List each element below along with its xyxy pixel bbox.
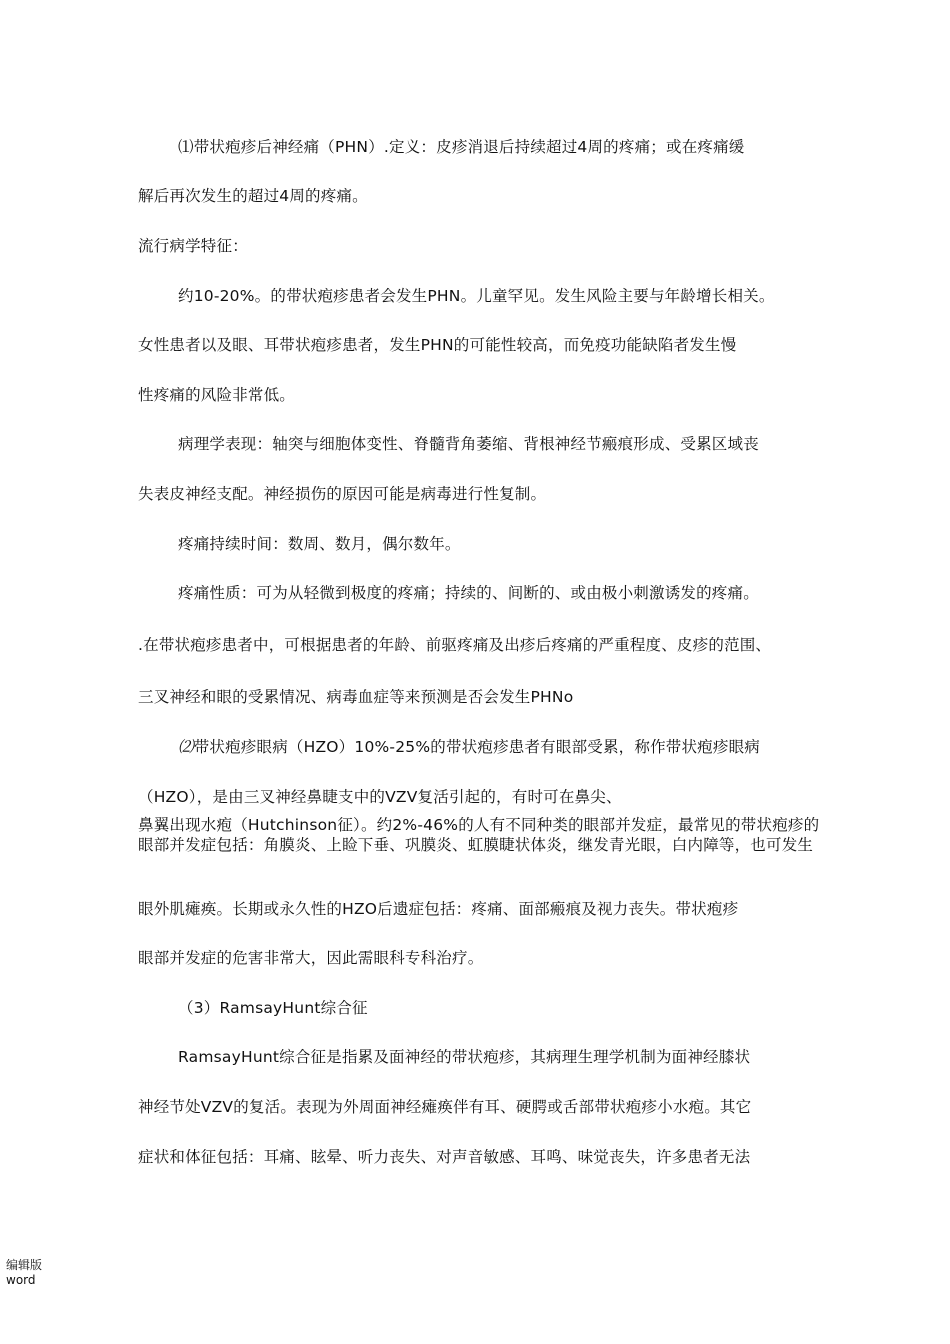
- paragraph-prediction-line-1: .在带状疱疹患者中，可根据患者的年龄、前驱疼痛及出疹后疼痛的严重程度、皮疹的范围、: [138, 636, 772, 654]
- paragraph-pain-nature: 疼痛性质：可为从轻微到极度的疼痛；持续的、间断的、或由极小刺激诱发的疼痛。: [178, 584, 759, 602]
- paragraph-epidemiology-line-1: 约10-20%。的带状疱疹患者会发生PHN。儿童罕见。发生风险主要与年龄增长相关。: [178, 287, 775, 305]
- paragraph-phn-definition-line-1: ⑴带状疱疹后神经痛（PHN）.定义：皮疹消退后持续超过4周的疼痛；或在疼痛缓: [178, 138, 745, 156]
- paragraph-pain-duration: 疼痛持续时间：数周、数月，偶尔数年。: [178, 535, 461, 553]
- heading-ramsay-hunt: （3）RamsayHunt综合征: [178, 999, 368, 1017]
- paragraph-hzo-dense-block: 鼻翼出现水疱（Hutchinson征）。约2%-46%的人有不同种类的眼部并发症，最常见的带状疱疹的眼部并发症包括：角膜炎、上睑下垂、巩膜炎、虹膜睫状体炎，继发青光眼，白内障等，也可发生: [138, 816, 820, 854]
- hzo-line-1-text: 带状疱疹眼病（HZO）10%-25%的带状疱疹患者有眼部受累，称作带状疱疹眼病: [193, 738, 760, 756]
- paragraph-hzo-line-2: （HZO），是由三叉神经鼻睫支中的VZV复活引起的，有时可在鼻尖、: [138, 788, 622, 806]
- paragraph-phn-definition-line-2: 解后再次发生的超过4周的疼痛。: [138, 187, 368, 205]
- footer-label-line-2: word: [6, 1273, 36, 1287]
- paragraph-pathology-line-1: 病理学表现：轴突与细胞体变性、脊髓背角萎缩、背根神经节瘢痕形成、受累区域丧: [178, 435, 759, 453]
- paragraph-hzo-line-1: [178, 736, 878, 758]
- heading-epidemiology: 流行病学特征：: [138, 237, 248, 255]
- paragraph-prediction-line-2: 三叉神经和眼的受累情况、病毒血症等来预测是否会发生PHNo: [138, 688, 574, 706]
- hzo-marker: ⑵: [178, 738, 194, 756]
- paragraph-ramsay-hunt-line-3: 症状和体征包括：耳痛、眩晕、听力丧失、对声音敏感、耳鸣、味觉丧失，许多患者无法: [138, 1148, 751, 1166]
- paragraph-epidemiology-line-2: 女性患者以及眼、耳带状疱疹患者，发生PHN的可能性较高，而免疫功能缺陷者发生慢: [138, 336, 737, 354]
- paragraph-pathology-line-2: 失表皮神经支配。神经损伤的原因可能是病毒进行性复制。: [138, 485, 547, 503]
- paragraph-epidemiology-line-3: 性疼痛的风险非常低。: [138, 386, 296, 404]
- paragraph-hzo-line-7: 眼部并发症的危害非常大，因此需眼科专科治疗。: [138, 949, 484, 967]
- paragraph-ramsay-hunt-line-1: RamsayHunt综合征是指累及面神经的带状疱疹，其病理生理学机制为面神经膝状: [178, 1048, 751, 1066]
- paragraph-hzo-line-6: 眼外肌瘫痪。长期或永久性的HZO后遗症包括：疼痛、面部瘢痕及视力丧失。带状疱疹: [138, 900, 739, 918]
- paragraph-ramsay-hunt-line-2: 神经节处VZV的复活。表现为外周面神经瘫痪伴有耳、硬腭或舌部带状疱疹小水疱。其它: [138, 1098, 752, 1116]
- footer-label-line-1: 编辑版: [6, 1258, 43, 1272]
